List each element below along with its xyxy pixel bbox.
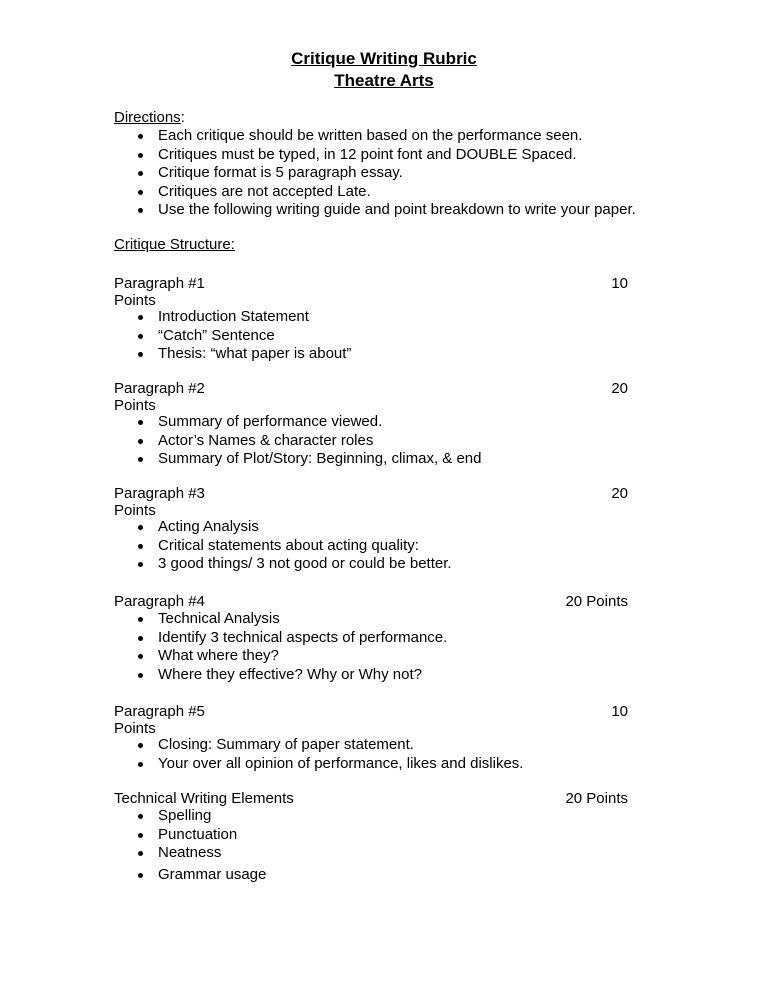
list-item: Critiques must be typed, in 12 point font and DOUBLE Spaced. [114,146,636,165]
section-heading: Paragraph #2 [114,380,205,397]
list-item: Neatness [114,844,266,863]
section-sub-label: Points [114,397,156,414]
list-item: Critical statements about acting quality: [114,537,452,556]
list-item: What where they? [114,647,447,666]
directions-list [114,127,636,220]
section-heading: Paragraph #5 [114,703,205,720]
section-sub-label: Points [114,502,156,519]
list-item: Use the following writing guide and point breakdown to write your paper. [114,201,636,220]
section-sub-label: Points [114,720,156,737]
list-item: 3 good things/ 3 not good or could be better. [114,555,452,574]
list-item: Technical Analysis [114,610,447,629]
list-item: Acting Analysis [114,518,452,537]
directions-colon: : [180,109,185,126]
section-list [114,807,266,884]
section-points: 20 Points [565,593,628,610]
section-sub-label: Points [114,292,156,309]
section-points: 20 Points [565,790,628,807]
section-heading: Paragraph #1 [114,275,205,292]
list-item: Your over all opinion of performance, likes and dislikes. [114,755,523,774]
section-list [114,308,351,364]
list-item: Critiques are not accepted Late. [114,183,636,202]
list-item: Critique format is 5 paragraph essay. [114,164,636,183]
critique-structure-heading: Critique Structure: [114,236,235,253]
section-points: 10 [611,703,628,720]
document-subtitle: Theatre Arts [334,71,434,90]
section-heading: Paragraph #3 [114,485,205,502]
section-list [114,518,452,574]
section-points: 10 [611,275,628,292]
section-heading: Technical Writing Elements [114,790,294,807]
list-item: Each critique should be written based on the performance seen. [114,127,636,146]
section-list [114,610,447,684]
list-item: Summary of Plot/Story: Beginning, climax, & end [114,450,481,469]
section-points: 20 [611,485,628,502]
list-item: Thesis: “what paper is about” [114,345,351,364]
list-item: Closing: Summary of paper statement. [114,736,523,755]
document-title: Critique Writing Rubric [291,49,477,68]
list-item: Actor’s Names & character roles [114,432,481,451]
list-item: Grammar usage [114,866,266,885]
section-list [114,736,523,773]
list-item: Punctuation [114,826,266,845]
section-list [114,413,481,469]
list-item: Identify 3 technical aspects of performance. [114,629,447,648]
directions-label: Directions [114,109,181,126]
section-points: 20 [611,380,628,397]
list-item: Where they effective? Why or Why not? [114,666,447,685]
directions-heading [114,109,185,127]
list-item: Spelling [114,807,266,826]
section-heading: Paragraph #4 [114,593,205,610]
list-item: Summary of performance viewed. [114,413,481,432]
list-item: Introduction Statement [114,308,351,327]
list-item: “Catch” Sentence [114,327,351,346]
